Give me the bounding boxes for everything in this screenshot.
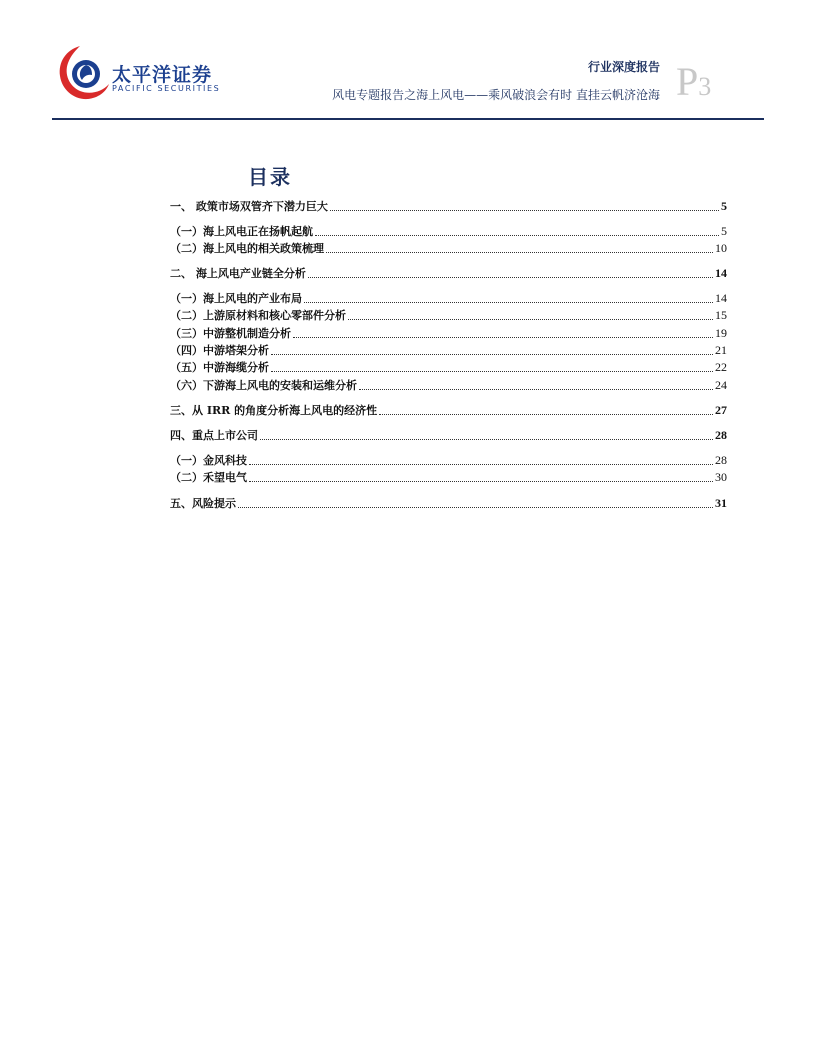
toc-title: 目录 — [248, 165, 292, 189]
toc-entry[interactable] — [170, 325, 727, 341]
toc-entry[interactable] — [170, 495, 727, 511]
toc-entry-page: 5 — [721, 199, 727, 213]
toc-entry[interactable] — [170, 427, 727, 443]
report-subtitle: 风电专题报告之海上风电——乘风破浪会有时 直挂云帆济沧海 — [332, 88, 660, 102]
toc-entry[interactable] — [170, 402, 727, 418]
logo-en-text: PACIFIC SECURITIES — [112, 84, 221, 93]
toc-entry[interactable] — [170, 377, 727, 393]
toc-leader-dots — [249, 463, 713, 465]
header-rule — [52, 118, 764, 120]
toc-entry[interactable] — [170, 223, 727, 239]
toc-entry-label: （一）海上风电正在扬帆起航 — [170, 225, 313, 238]
toc-entry-label: 四、重点上市公司 — [170, 429, 258, 442]
page-digit: 3 — [698, 72, 712, 101]
toc-entry-page: 19 — [715, 326, 727, 340]
toc-entry[interactable] — [170, 452, 727, 468]
toc-leader-dots — [260, 438, 713, 440]
toc-entry-label: 一、 政策市场双管齐下潜力巨大 — [170, 200, 328, 213]
toc-entry[interactable] — [170, 307, 727, 323]
toc-entry-label: （一）金风科技 — [170, 454, 247, 467]
logo-emblem-icon — [56, 42, 112, 104]
toc-leader-dots — [293, 336, 713, 338]
toc-leader-dots — [315, 234, 719, 236]
toc-leader-dots — [249, 480, 713, 482]
toc-leader-dots — [379, 413, 713, 415]
toc-entry[interactable] — [170, 198, 727, 214]
toc-entry-page: 21 — [715, 343, 727, 357]
toc-entry-label: （二）禾望电气 — [170, 471, 247, 484]
toc-entry[interactable] — [170, 240, 727, 256]
toc-entry-label: 二、 海上风电产业链全分析 — [170, 267, 306, 280]
toc-entry-page: 28 — [715, 428, 727, 442]
toc-leader-dots — [359, 388, 713, 390]
toc-leader-dots — [326, 251, 713, 253]
toc-entry-page: 14 — [715, 266, 727, 280]
report-type: 行业深度报告 — [587, 60, 660, 74]
toc-entry-page: 30 — [715, 470, 727, 484]
toc-leader-dots — [330, 209, 719, 211]
toc-entry-page: 10 — [715, 241, 727, 255]
toc-entry-page: 31 — [715, 496, 727, 510]
toc-entry[interactable] — [170, 342, 727, 358]
toc-entry-page: 28 — [715, 453, 727, 467]
toc-leader-dots — [271, 370, 713, 372]
toc-entry-page: 14 — [715, 291, 727, 305]
toc-entry-label: 三、从 IRR 的角度分析海上风电的经济性 — [170, 404, 378, 417]
page-number — [676, 59, 712, 104]
toc-leader-dots — [238, 506, 713, 508]
toc-entry-page: 27 — [715, 403, 727, 417]
toc-entry-label: （一）海上风电的产业布局 — [170, 292, 302, 305]
toc-entry-page: 22 — [715, 360, 727, 374]
toc-entry-page: 5 — [721, 224, 727, 238]
toc-entry-label: （三）中游整机制造分析 — [170, 327, 291, 340]
toc-entry-label: （五）中游海缆分析 — [170, 361, 269, 374]
toc-entry-label: （二）海上风电的相关政策梳理 — [170, 242, 324, 255]
toc-leader-dots — [308, 276, 713, 278]
page-letter: P — [676, 59, 699, 104]
toc-leader-dots — [304, 301, 713, 303]
toc-entry-label: （二）上游原材料和核心零部件分析 — [170, 309, 346, 322]
logo-cn-text: 太平洋证券 — [112, 64, 213, 86]
toc-entry-label: （四）中游塔架分析 — [170, 344, 269, 357]
toc-entry[interactable] — [170, 469, 727, 485]
toc-entry[interactable] — [170, 290, 727, 306]
toc-entry-page: 15 — [715, 308, 727, 322]
toc-entry[interactable] — [170, 265, 727, 281]
toc-entry-label: 五、风险提示 — [170, 497, 236, 510]
toc-leader-dots — [348, 318, 713, 320]
toc-leader-dots — [271, 353, 713, 355]
toc-entry-label: （六）下游海上风电的安装和运维分析 — [170, 379, 357, 392]
toc-entry-page: 24 — [715, 378, 727, 392]
toc-entry[interactable] — [170, 359, 727, 375]
brand-logo — [56, 42, 221, 104]
